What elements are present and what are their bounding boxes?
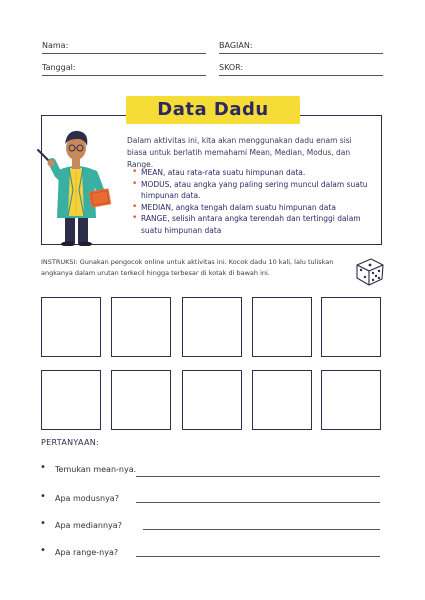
class-field-line[interactable] xyxy=(219,53,383,54)
question-mean: Temukan mean-nya. xyxy=(55,465,137,474)
answer-box-8[interactable] xyxy=(182,370,242,430)
definition-median: • MEDIAN, angka tengah dalam suatu himpunan data xyxy=(134,202,370,214)
question-bullet: • xyxy=(40,518,46,529)
definition-range: • RANGE, selisih antara angka terendah dan tertinggi dalam suatu himpunan data xyxy=(134,213,370,236)
answer-box-4[interactable] xyxy=(252,297,312,357)
question-bullet: • xyxy=(40,491,46,502)
page-title: Data Dadu xyxy=(157,99,269,120)
question-bullet: • xyxy=(40,462,46,473)
answer-box-3[interactable] xyxy=(182,297,242,357)
questions-heading: PERTANYAAN: xyxy=(41,438,99,447)
dice-icon xyxy=(353,255,387,287)
answer-box-5[interactable] xyxy=(321,297,381,357)
answer-box-2[interactable] xyxy=(111,297,171,357)
score-field-line[interactable] xyxy=(219,75,383,76)
answer-line-mean[interactable] xyxy=(136,476,380,477)
name-label: Nama: xyxy=(42,41,69,50)
question-bullet: • xyxy=(40,545,46,556)
answer-box-1[interactable] xyxy=(41,297,101,357)
definition-mode: • MODUS, atau angka yang paling sering muncul dalam suatu himpunan data. xyxy=(134,179,370,202)
name-field-line[interactable] xyxy=(42,53,206,54)
question-median: Apa mediannya? xyxy=(55,521,122,530)
answer-line-mode[interactable] xyxy=(136,502,380,503)
teacher-illustration xyxy=(32,118,127,246)
answer-box-7[interactable] xyxy=(111,370,171,430)
answer-box-6[interactable] xyxy=(41,370,101,430)
date-field-line[interactable] xyxy=(42,75,206,76)
class-label: BAGIAN: xyxy=(219,41,253,50)
answer-box-10[interactable] xyxy=(321,370,381,430)
answer-line-median[interactable] xyxy=(143,529,380,530)
date-label: Tanggal: xyxy=(42,63,76,72)
answer-line-range[interactable] xyxy=(136,556,380,557)
instructions-text: INSTRUKSI: Gunakan pengocok online untuk aktivitas ini. Kocok dadu 10 kali, lalu tuliskan angkanya dalam urutan terkecil hingga terbesar di kotak di bawah ini. xyxy=(41,258,334,277)
answer-box-9[interactable] xyxy=(252,370,312,430)
question-range: Apa range-nya? xyxy=(55,548,119,557)
definition-mean: • MEAN, atau rata-rata suatu himpunan data. xyxy=(134,167,370,179)
intro-text: Dalam aktivitas ini, kita akan menggunakan dadu enam sisi biasa untuk berlatih memahami Mean, Median, Modus, dan Range. xyxy=(127,136,352,169)
question-mode: Apa modusnya? xyxy=(55,494,119,503)
definition-list xyxy=(134,167,370,236)
score-label: SKOR: xyxy=(219,63,244,72)
